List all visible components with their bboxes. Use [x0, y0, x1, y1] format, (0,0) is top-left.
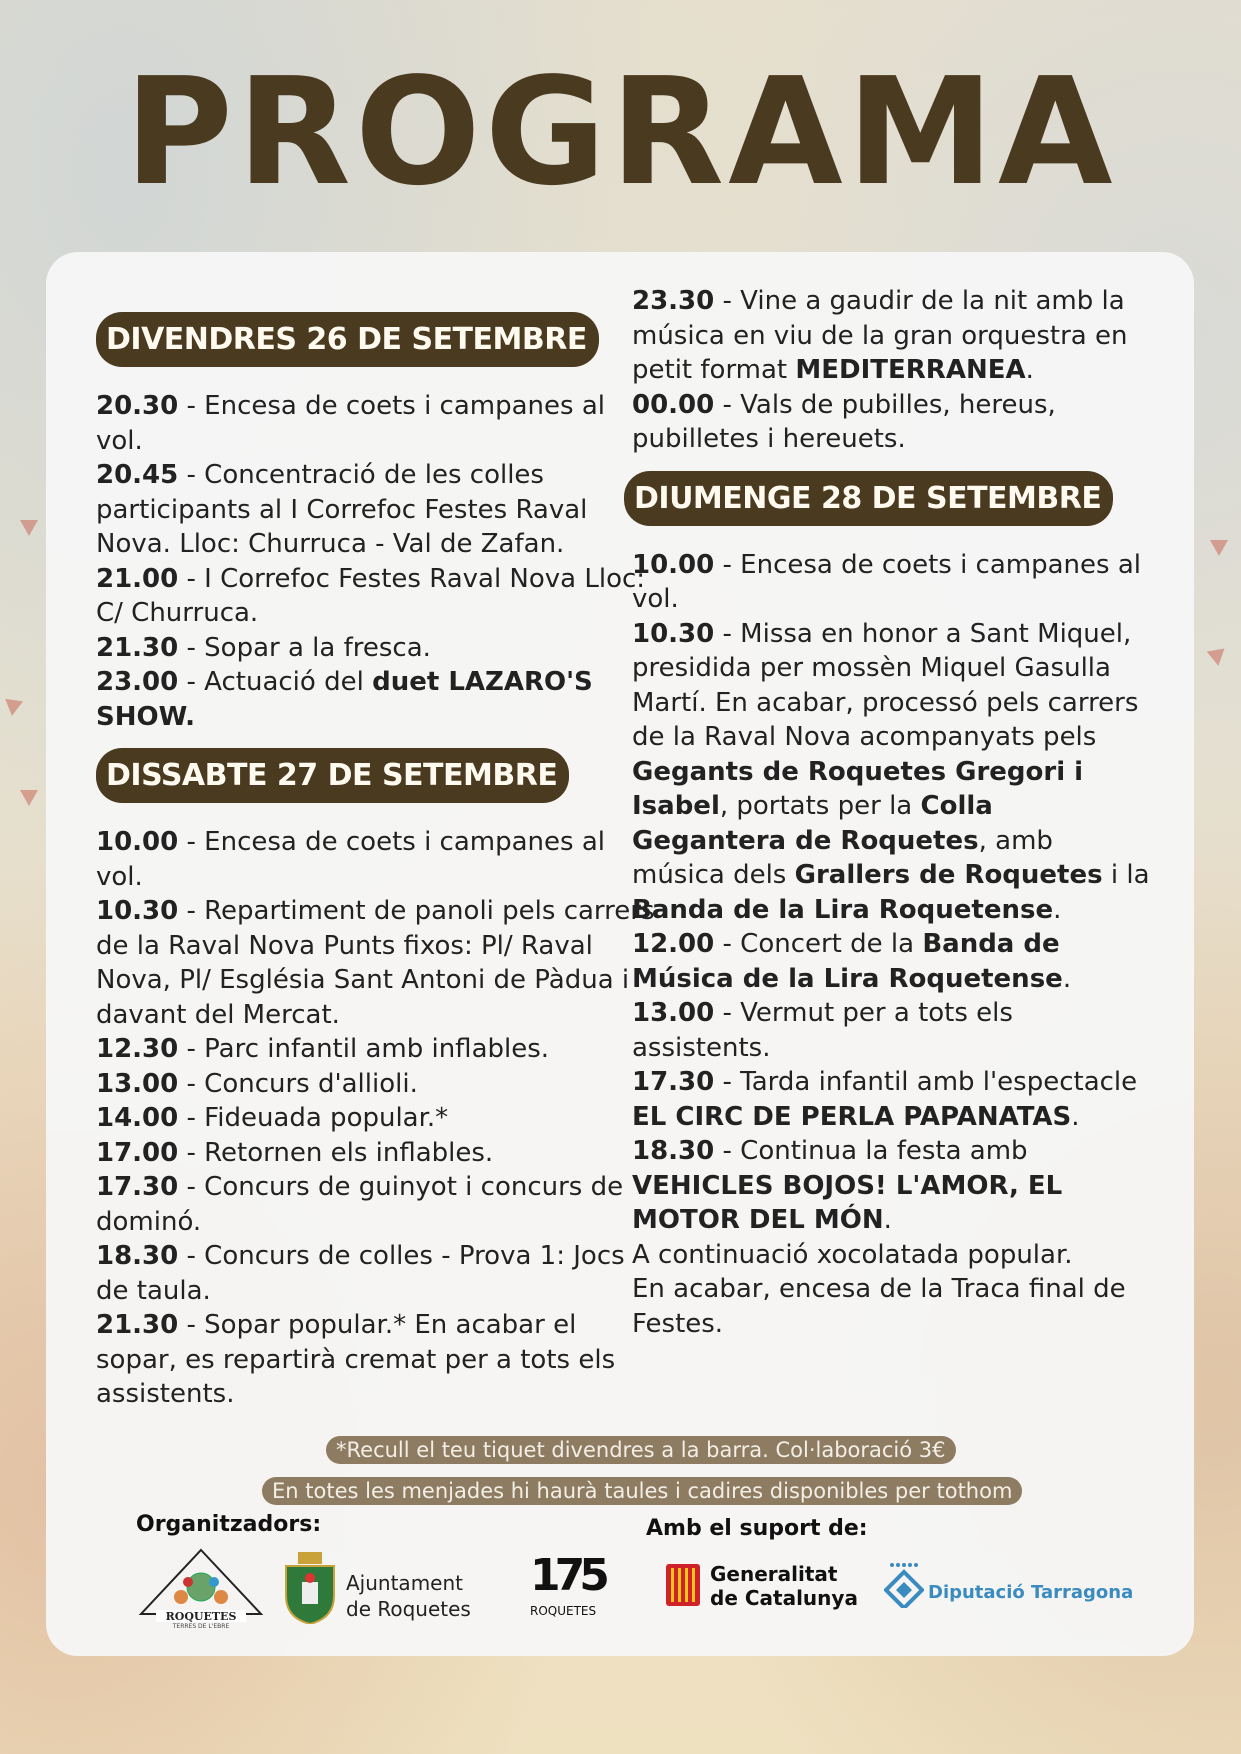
- day-header-saturday: DISSABTE 27 DE SETEMBRE: [96, 748, 569, 803]
- patronat-logo-subtext: TERRES DE L'EBRE: [172, 1623, 230, 1630]
- organizers-label: Organitzadors:: [136, 1512, 322, 1537]
- entry-highlight: Banda de Música de la Lira Roquetense: [632, 929, 1063, 994]
- saturday-schedule: [96, 825, 656, 1412]
- ajuntament-line1: Ajuntament: [346, 1571, 463, 1595]
- entry-text: , portats per la: [719, 791, 921, 821]
- left-column: [96, 312, 656, 1412]
- bunting-flag: [1207, 649, 1228, 668]
- entry-text: - Tarda infantil amb l'espectacle: [714, 1067, 1138, 1097]
- entry-time: 10.00: [632, 549, 715, 580]
- schedule-entry: [96, 562, 656, 631]
- entry-time: 20.30: [96, 391, 179, 421]
- schedule-entry: [96, 1170, 656, 1239]
- bunting-flag: [3, 699, 23, 717]
- schedule-entry: [96, 458, 656, 562]
- entry-time: 17.30: [96, 1172, 179, 1202]
- program-card: [46, 252, 1194, 1656]
- entry-text: , amb música dels: [632, 825, 1053, 890]
- entry-text-after: .: [1062, 963, 1072, 994]
- entry-text: - Concert de la: [714, 929, 923, 959]
- generalitat-line1: Generalitat: [710, 1562, 838, 1586]
- schedule-entry: [96, 389, 656, 458]
- schedule-entry: [632, 1134, 1152, 1238]
- entry-highlight: MEDITERRANEA: [795, 355, 1026, 385]
- entry-time: 20.45: [96, 460, 179, 490]
- entry-highlight: Colla Gegantera de Roquetes: [632, 791, 993, 856]
- entry-text: - Parc infantil amb inflables.: [178, 1034, 550, 1064]
- entry-highlight: duet LAZARO'S SHOW.: [96, 667, 593, 732]
- ticket-note: *Recull el teu tiquet divendres a la barra. Col·laboració 3€: [326, 1436, 956, 1464]
- entry-text: - Missa en honor a Sant Miquel, presidida per mossèn Miquel Gasulla Martí. En acabar, processó pels carrers de la Raval Nova acompanyats pels: [632, 618, 1139, 752]
- entry-time: 18.30: [632, 1136, 715, 1166]
- day-header-friday: DIVENDRES 26 DE SETEMBRE: [96, 312, 599, 367]
- entry-time: 21.00: [96, 563, 179, 594]
- entry-time: 12.00: [632, 929, 715, 959]
- schedule-entry: [96, 1101, 656, 1136]
- entry-time: 13.00: [632, 998, 715, 1028]
- entry-time: 21.30: [96, 1310, 179, 1340]
- entry-time: 23.30: [632, 286, 715, 316]
- entry-text-after: .: [883, 1205, 892, 1235]
- entry-text: - Sopar popular.* En acabar el sopar, es repartirà cremat per a tots els assistents.: [96, 1310, 616, 1409]
- entry-text: - Sopar a la fresca.: [178, 632, 431, 663]
- entry-text: - Actuació del: [178, 667, 373, 697]
- entry-text: - Vermut per a tots els assistents.: [632, 998, 1013, 1063]
- schedule-entry: [632, 996, 1152, 1065]
- schedule-entry: [96, 1032, 656, 1067]
- entry-time: 14.00: [96, 1103, 179, 1133]
- entry-highlight: Grallers de Roquetes: [794, 860, 1103, 890]
- entry-highlight: EL CIRC DE PERLA PAPANATAS: [632, 1101, 1072, 1132]
- right-column: [632, 284, 1152, 1341]
- bunting-flag: [20, 520, 38, 536]
- entry-text: - Encesa de coets i campanes al vol.: [96, 827, 605, 892]
- entry-highlight: VEHICLES BOJOS! L'AMOR, EL MOTOR DEL MÓN: [632, 1170, 1063, 1235]
- entry-time: 18.30: [96, 1241, 179, 1271]
- ajuntament-shield-icon: [282, 1552, 338, 1624]
- patronat-festes-logo: [136, 1542, 266, 1632]
- schedule-entry: [96, 1239, 656, 1308]
- schedule-entry: [96, 631, 656, 666]
- entry-time: 10.30: [96, 896, 179, 926]
- schedule-entry: [96, 665, 656, 734]
- entry-text: - Concurs d'allioli.: [178, 1068, 418, 1099]
- schedule-entry: [96, 1067, 656, 1102]
- entry-text: i la: [1102, 860, 1150, 890]
- entry-text: .: [1053, 894, 1062, 925]
- entry-time: 21.30: [96, 632, 179, 663]
- entry-text: - Concurs de guinyot i concurs de dominó.: [96, 1172, 624, 1237]
- friday-schedule: [96, 389, 656, 734]
- schedule-entry: [96, 1136, 656, 1171]
- schedule-entry: [632, 548, 1152, 617]
- schedule-entry: [632, 1238, 1152, 1273]
- entry-highlight: Banda de la Lira Roquetense: [632, 894, 1054, 925]
- ajuntament-line2: de Roquetes: [346, 1597, 471, 1621]
- entry-text: - Repartiment de panoli pels carrers de la Raval Nova Punts fixos: Pl/ Raval Nova, Pl/ Església Sant Antoni de Pàdua i davant del Mercat.: [96, 896, 655, 1030]
- schedule-entry: [632, 284, 1152, 388]
- entry-time: 17.00: [96, 1137, 179, 1168]
- entry-text: - Concurs de colles - Prova 1: Jocs de taula.: [96, 1241, 625, 1306]
- entry-time: 10.00: [96, 827, 179, 857]
- support-label: Amb el suport de:: [646, 1516, 868, 1541]
- sunday-schedule: [632, 548, 1152, 1342]
- entry-text-after: .: [1025, 355, 1034, 385]
- ajuntament-logo-text: [346, 1570, 471, 1622]
- page-title: PROGRAMA: [124, 46, 1117, 218]
- entry-time: 23.00: [96, 667, 179, 697]
- schedule-entry: [632, 388, 1152, 457]
- generalitat-line2: de Catalunya: [710, 1586, 858, 1610]
- entry-text: - Encesa de coets i campanes al vol.: [632, 549, 1141, 614]
- diputacio-diamond-icon: [884, 1562, 924, 1608]
- tables-note: En totes les menjades hi haurà taules i cadires disponibles per tothom: [262, 1477, 1022, 1505]
- day-header-sunday: DIUMENGE 28 DE SETEMBRE: [624, 471, 1113, 526]
- diputacio-logo-text: Diputació Tarragona: [928, 1582, 1134, 1603]
- anniversary-text: ROQUETES: [530, 1604, 597, 1618]
- entry-text: - Encesa de coets i campanes al vol.: [96, 391, 605, 456]
- entry-text: - Vals de pubilles, hereus, pubilletes i hereuets.: [632, 389, 1056, 454]
- entry-text-after: .: [1071, 1101, 1080, 1132]
- schedule-entry: [632, 1065, 1152, 1134]
- entry-text: - Fideuada popular.*: [178, 1103, 449, 1133]
- entry-time: 00.00: [632, 389, 715, 420]
- entry-text: - I Correfoc Festes Raval Nova Lloc: C/ Churruca.: [96, 563, 646, 628]
- bunting-flag: [20, 790, 38, 806]
- generalitat-logo-text: [710, 1562, 858, 1610]
- entry-text: En acabar, encesa de la Traca final de Festes.: [632, 1274, 1126, 1339]
- entry-time: 17.30: [632, 1067, 715, 1097]
- schedule-entry: [96, 825, 656, 894]
- schedule-entry: [632, 1272, 1152, 1341]
- bunting-flag: [1210, 540, 1228, 556]
- schedule-entry: [632, 617, 1152, 928]
- entry-time: 10.30: [632, 618, 715, 649]
- entry-text: - Vine a gaudir de la nit amb la música en viu de la gran orquestra en petit format: [632, 286, 1128, 385]
- anniversary-number: 175: [530, 1550, 604, 1601]
- generalitat-senyera-icon: [666, 1564, 700, 1606]
- schedule-entry: [96, 894, 656, 1032]
- entry-text: A continuació xocolatada popular.: [632, 1239, 1073, 1270]
- entry-text: - Continua la festa amb: [714, 1136, 1028, 1166]
- entry-text: - Retornen els inflables.: [178, 1137, 494, 1168]
- schedule-entry: [96, 1308, 656, 1412]
- entry-text: - Concentració de les colles participants al I Correfoc Festes Raval Nova. Lloc: Churruca - Val de Zafan.: [96, 460, 588, 559]
- anniversary-175-logo: [530, 1548, 610, 1628]
- entry-time: 12.30: [96, 1034, 179, 1064]
- patronat-logo-text: ROQUETES: [165, 1610, 237, 1623]
- entry-time: 13.00: [96, 1068, 179, 1099]
- saturday-schedule-continued: [632, 284, 1152, 457]
- schedule-entry: [632, 927, 1152, 996]
- entry-highlight: Gegants de Roquetes Gregori i Isabel: [632, 756, 1084, 821]
